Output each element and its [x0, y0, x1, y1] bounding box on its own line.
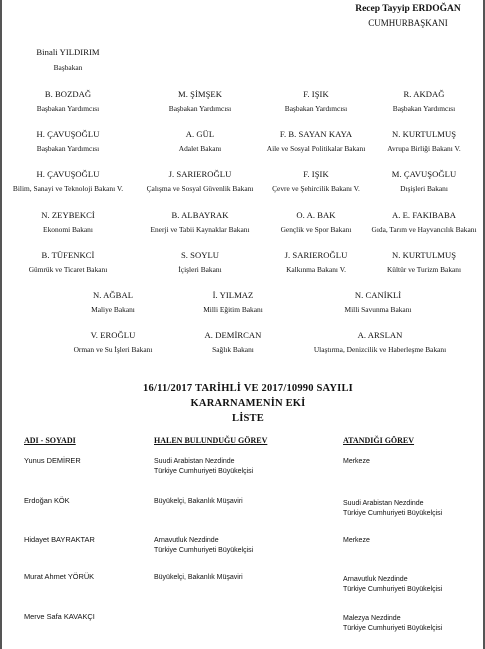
minister-name: A. GÜL: [185, 129, 215, 139]
minister-role: Orman ve Su İşleri Bakanı: [73, 345, 153, 354]
minister-role: Başbakan Yardımcısı: [36, 104, 100, 113]
decree-heading-line2: KARARNAMENİN EKİ: [190, 398, 306, 409]
minister-role: Ekonomi Bakanı: [43, 225, 93, 234]
table-row-appointed-duty: Merkeze: [343, 458, 370, 465]
minister-name: N. KURTULMUŞ: [391, 129, 457, 139]
column-header-current-duty: HALEN BULUNDUĞU GÖREV: [154, 436, 268, 445]
table-row-current-duty: Büyükelçi, Bakanlık Müşaviri: [154, 574, 243, 581]
minister-name: H. ÇAVUŞOĞLU: [36, 129, 100, 139]
minister-name: B. ALBAYRAK: [171, 210, 229, 220]
minister-role: Başbakan Yardımcısı: [36, 144, 100, 153]
minister-name: M. ŞİMŞEK: [178, 89, 222, 99]
minister-role: Başbakan Yardımcısı: [284, 104, 348, 113]
table-row-name: Hidayet BAYRAKTAR: [24, 535, 95, 544]
decree-heading-line1: 16/11/2017 TARİHLİ VE 2017/10990 SAYILI: [143, 383, 353, 394]
minister-name: N. AĞBAL: [92, 290, 134, 300]
minister-role: Avrupa Birliği Bakanı V.: [387, 144, 461, 153]
minister-role: Çevre ve Şehircilik Bakanı V.: [272, 184, 360, 193]
minister-name: A. ARSLAN: [357, 330, 403, 340]
prime-minister-name: Binali YILDIRIM: [36, 47, 100, 57]
table-row-appointed-duty: Suudi Arabistan Nezdinde: [343, 500, 424, 507]
table-row-current-duty: Türkiye Cumhuriyeti Büyükelçisi: [154, 468, 254, 475]
minister-role: Bilim, Sanayi ve Teknoloji Bakanı V.: [12, 184, 124, 193]
column-header-appointed-duty: ATANDIĞI GÖREV: [343, 436, 415, 445]
minister-name: F. IŞIK: [303, 89, 329, 99]
table-row-name: Murat Ahmet YÖRÜK: [24, 572, 95, 581]
minister-name: F. IŞIK: [303, 169, 329, 179]
table-row-current-duty: Suudi Arabistan Nezdinde: [154, 458, 235, 465]
minister-role: Ulaştırma, Denizcilik ve Haberleşme Bakanı: [313, 345, 447, 354]
page-left-edge: [0, 0, 2, 649]
minister-name: S. SOYLU: [180, 250, 220, 260]
minister-name: İ. YILMAZ: [212, 290, 254, 300]
minister-name: B. BOZDAĞ: [44, 89, 92, 99]
table-row-appointed-duty: Türkiye Cumhuriyeti Büyükelçisi: [343, 625, 443, 632]
minister-name: O. A. BAK: [296, 210, 336, 220]
minister-name: R. AKDAĞ: [403, 89, 445, 99]
prime-minister-role: Başbakan: [53, 63, 83, 72]
minister-role: Adalet Bakanı: [178, 144, 222, 153]
minister-role: Çalışma ve Sosyal Güvenlik Bakanı: [146, 184, 254, 193]
minister-role: Başbakan Yardımcısı: [392, 104, 456, 113]
minister-name: H. ÇAVUŞOĞLU: [36, 169, 100, 179]
table-row-name: Yunus DEMİRER: [24, 456, 81, 465]
minister-role: Milli Eğitim Bakanı: [203, 305, 263, 314]
minister-name: N. KURTULMUŞ: [391, 250, 457, 260]
table-row-appointed-duty: Türkiye Cumhuriyeti Büyükelçisi: [343, 510, 443, 517]
minister-role: Başbakan Yardımcısı: [168, 104, 232, 113]
minister-role: Aile ve Sosyal Politikalar Bakanı: [266, 144, 366, 153]
minister-name: J. SARIEROĞLU: [284, 250, 348, 260]
minister-name: M. ÇAVUŞOĞLU: [391, 169, 457, 179]
decree-heading-line3: LİSTE: [232, 413, 264, 424]
minister-role: Sağlık Bakanı: [212, 345, 254, 354]
table-row-current-duty: Büyükelçi, Bakanlık Müşaviri: [154, 498, 243, 505]
minister-role: Kalkınma Bakanı V.: [286, 265, 346, 274]
minister-role: Dışişleri Bakanı: [400, 184, 448, 193]
minister-role: Gümrük ve Ticaret Bakanı: [28, 265, 108, 274]
minister-role: Gıda, Tarım ve Hayvancılık Bakanı: [371, 225, 477, 234]
minister-role: Enerji ve Tabii Kaynaklar Bakanı: [150, 225, 250, 234]
table-row-name: Merve Safa KAVAKÇI: [24, 612, 95, 621]
minister-name: A. DEMİRCAN: [204, 330, 262, 340]
minister-name: B. TÜFENKCİ: [41, 250, 95, 260]
table-row-appointed-duty: Arnavutluk Nezdinde: [343, 576, 408, 583]
table-row-appointed-duty: Malezya Nezdinde: [343, 615, 401, 622]
minister-name: N. ZEYBEKCİ: [41, 210, 95, 220]
minister-name: F. B. SAYAN KAYA: [279, 129, 353, 139]
minister-role: Gençlik ve Spor Bakanı: [280, 225, 352, 234]
minister-role: İçişleri Bakanı: [178, 265, 222, 274]
minister-role: Kültür ve Turizm Bakanı: [386, 265, 462, 274]
table-row-current-duty: Türkiye Cumhuriyeti Büyükelçisi: [154, 547, 254, 554]
table-row-appointed-duty: Türkiye Cumhuriyeti Büyükelçisi: [343, 586, 443, 593]
table-row-name: Erdoğan KÖK: [24, 496, 70, 505]
minister-name: V. EROĞLU: [90, 330, 136, 340]
column-header-name: ADI - SOYADI: [24, 436, 76, 445]
table-row-current-duty: Arnavutluk Nezdinde: [154, 537, 219, 544]
minister-role: Maliye Bakanı: [91, 305, 135, 314]
minister-name: N. CANİKLİ: [354, 290, 402, 300]
minister-name: A. E. FAKIBABA: [391, 210, 457, 220]
president-name: Recep Tayyip ERDOĞAN: [355, 4, 461, 14]
table-row-appointed-duty: Merkeze: [343, 537, 370, 544]
president-title: CUMHURBAŞKANI: [368, 18, 448, 28]
minister-name: J. SARIEROĞLU: [168, 169, 232, 179]
minister-role: Milli Savunma Bakanı: [344, 305, 412, 314]
